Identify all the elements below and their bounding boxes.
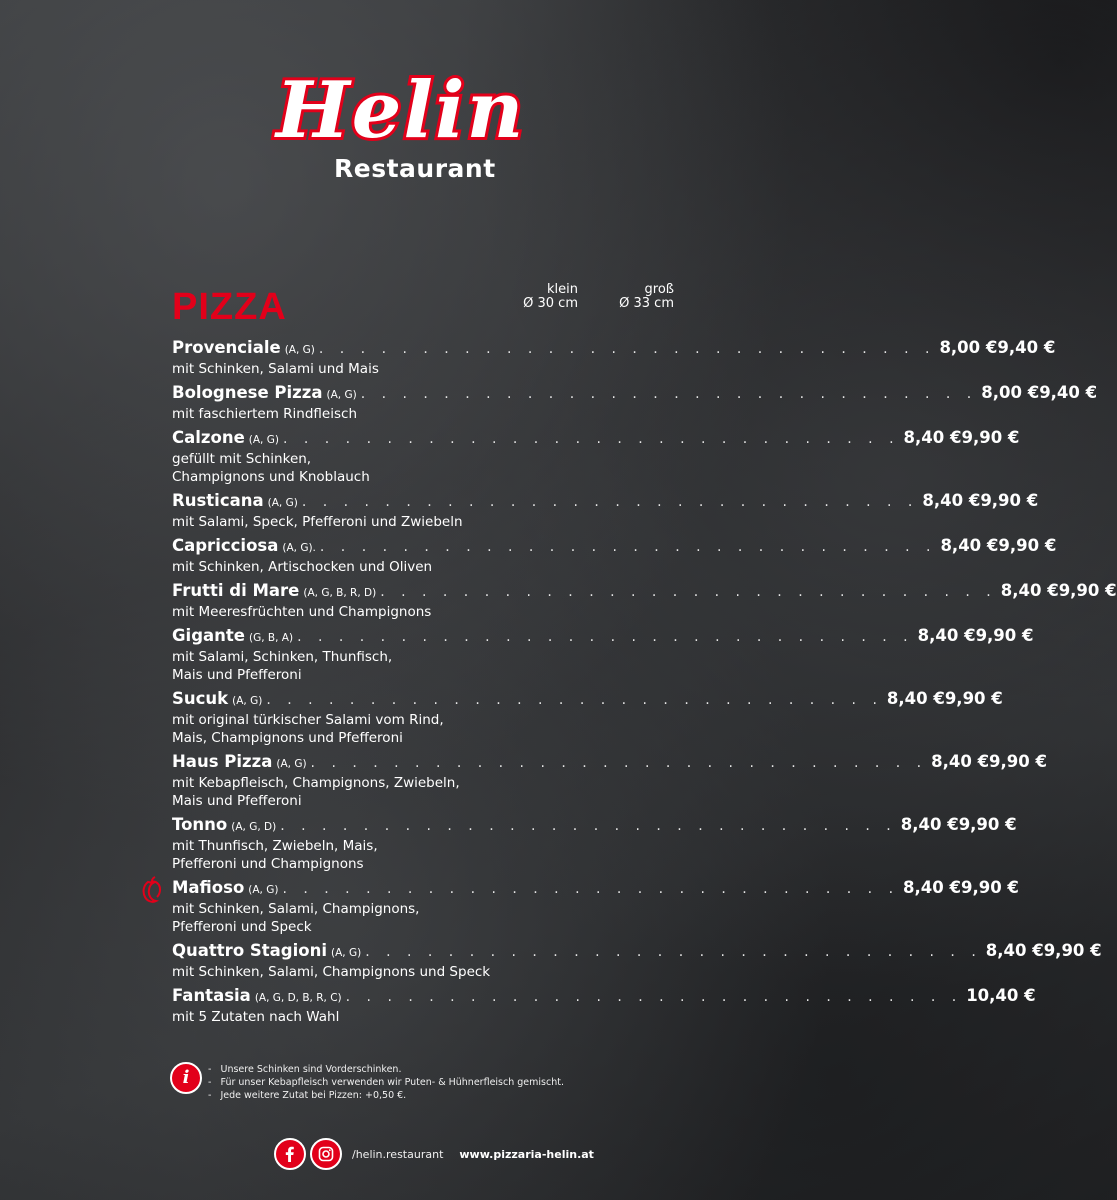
logo-script: Helin bbox=[276, 65, 526, 156]
menu-item bbox=[172, 626, 1034, 684]
menu-item bbox=[172, 941, 1102, 981]
item-allergens: (A, G) bbox=[276, 758, 307, 770]
item-header bbox=[172, 338, 1056, 360]
price-small: 8,40 € bbox=[985, 941, 1044, 960]
item-description: mit Salami, Schinken, Thunfisch, bbox=[172, 649, 393, 665]
menu-item bbox=[172, 878, 1019, 936]
menu-item bbox=[172, 815, 1017, 873]
item-header bbox=[172, 383, 1098, 405]
item-description: mit faschiertem Rindfleisch bbox=[172, 406, 357, 422]
size-large-diameter: Ø 33 cm bbox=[619, 296, 674, 311]
price-small: 8,00 € bbox=[981, 383, 1040, 402]
price-large: 9,90 € bbox=[960, 878, 1019, 897]
item-name: Quattro Stagioni bbox=[172, 941, 328, 960]
instagram-icon[interactable] bbox=[310, 1138, 342, 1170]
price-large: 9,90 € bbox=[998, 536, 1057, 555]
menu-item bbox=[172, 383, 1098, 423]
menu-item bbox=[172, 689, 1003, 747]
item-name: Mafioso bbox=[172, 878, 245, 897]
note-list bbox=[208, 1063, 564, 1102]
item-name: Bolognese Pizza bbox=[172, 383, 323, 402]
price-small: 8,40 € bbox=[931, 752, 990, 771]
size-large-label: groß bbox=[644, 282, 674, 297]
size-large-header bbox=[584, 283, 674, 311]
menu-item bbox=[172, 491, 1039, 531]
size-small-label: klein bbox=[547, 282, 578, 297]
item-description: mit Salami, Speck, Pfefferoni und Zwiebeln bbox=[172, 514, 463, 530]
menu-item bbox=[172, 536, 1057, 576]
price-large: 9,40 € bbox=[997, 338, 1056, 357]
menu-item bbox=[172, 986, 1036, 1026]
item-description: mit Schinken, Salami, Champignons, bbox=[172, 901, 420, 917]
item-name: Haus Pizza bbox=[172, 752, 273, 771]
item-description: Mais und Pfefferoni bbox=[172, 793, 302, 809]
item-description: mit Kebapfleisch, Champignons, Zwiebeln, bbox=[172, 775, 460, 791]
dot-leader: . . . . . . . . . . . . . . . . . . . . . . . . . . . . . . bbox=[365, 944, 982, 960]
price-large: 9,40 € bbox=[1039, 383, 1098, 402]
item-description: gefüllt mit Schinken, bbox=[172, 451, 312, 467]
note-item: - Unsere Schinken sind Vorderschinken. bbox=[208, 1063, 564, 1076]
item-description: Mais und Pfefferoni bbox=[172, 667, 302, 683]
dot-leader: . . . . . . . . . . . . . . . . . . . . . . . . . . . . . . bbox=[360, 386, 978, 402]
item-name: Frutti di Mare bbox=[172, 581, 300, 600]
item-description: mit Meeresfrüchten und Champignons bbox=[172, 604, 432, 620]
item-allergens: (A, G) bbox=[326, 389, 357, 401]
item-allergens: (A, G, D) bbox=[231, 821, 277, 833]
item-header bbox=[172, 815, 1017, 837]
item-allergens: (G, B, A) bbox=[248, 632, 294, 644]
price-large: 9,90 € bbox=[980, 491, 1039, 510]
price-small: 8,40 € bbox=[922, 491, 981, 510]
facebook-icon[interactable] bbox=[274, 1138, 306, 1170]
item-allergens: (A, G) bbox=[267, 497, 298, 509]
dot-leader: . . . . . . . . . . . . . . . . . . . . . . . . . . . . . . bbox=[282, 431, 900, 447]
item-description: mit 5 Zutaten nach Wahl bbox=[172, 1009, 340, 1025]
dot-leader: . . . . . . . . . . . . . . . . . . . . . . . . . . . . . . bbox=[380, 584, 997, 600]
item-allergens: (A, G, B, R, D) bbox=[303, 587, 377, 599]
size-small-header bbox=[488, 283, 578, 311]
item-header bbox=[172, 428, 1020, 450]
item-name: Calzone bbox=[172, 428, 245, 447]
price-small: 8,40 € bbox=[1000, 581, 1059, 600]
item-name: Capricciosa bbox=[172, 536, 279, 555]
item-allergens: (A, G) bbox=[232, 695, 263, 707]
item-description: Pfefferoni und Speck bbox=[172, 919, 312, 935]
menu-item bbox=[172, 338, 1056, 378]
price-large: 10,40 € bbox=[966, 986, 1036, 1005]
price-large: 9,90 € bbox=[944, 689, 1003, 708]
dot-leader: . . . . . . . . . . . . . . . . . . . . . . . . . . . . . . bbox=[345, 989, 963, 1005]
dot-leader: . . . . . . . . . . . . . . . . . . . . . . . . . . . . . . bbox=[280, 818, 897, 834]
note-item: - Für unser Kebapfleisch verwenden wir Puten- & Hühnerfleisch gemischt. bbox=[208, 1076, 564, 1089]
item-description: mit Schinken, Artischocken und Oliven bbox=[172, 559, 433, 575]
restaurant-logo bbox=[268, 65, 588, 192]
price-large: 9,90 € bbox=[961, 428, 1020, 447]
dot-leader: . . . . . . . . . . . . . . . . . . . . . . . . . . . . . . bbox=[297, 629, 914, 645]
item-name: Fantasia bbox=[172, 986, 251, 1005]
dot-leader: . . . . . . . . . . . . . . . . . . . . . . . . . . . . . . bbox=[282, 881, 900, 897]
info-icon: i bbox=[170, 1062, 202, 1094]
item-name: Provenciale bbox=[172, 338, 281, 357]
note-item: - Jede weitere Zutat bei Pizzen: +0,50 €. bbox=[208, 1089, 564, 1102]
dot-leader: . . . . . . . . . . . . . . . . . . . . . . . . . . . . . . bbox=[310, 755, 928, 771]
dot-leader: . . . . . . . . . . . . . . . . . . . . . . . . . . . . . . bbox=[301, 494, 919, 510]
item-header bbox=[172, 581, 1117, 603]
item-allergens: (A, G) bbox=[331, 947, 362, 959]
item-allergens: (A, G) bbox=[284, 344, 315, 356]
item-header bbox=[172, 941, 1102, 963]
item-description: mit Schinken, Salami, Champignons und Speck bbox=[172, 964, 491, 980]
price-large: 9,90 € bbox=[1043, 941, 1102, 960]
chili-icon bbox=[140, 876, 166, 904]
item-description: mit Schinken, Salami und Mais bbox=[172, 361, 379, 377]
item-header bbox=[172, 626, 1034, 648]
website-link[interactable]: www.pizzaria-helin.at bbox=[459, 1147, 594, 1161]
item-header bbox=[172, 986, 1036, 1008]
price-small: 8,40 € bbox=[917, 626, 976, 645]
price-small: 8,40 € bbox=[940, 536, 999, 555]
menu-items bbox=[172, 338, 1117, 1026]
item-name: Tonno bbox=[172, 815, 228, 834]
item-description: Mais, Champignons und Pfefferoni bbox=[172, 730, 403, 746]
menu-item bbox=[172, 428, 1020, 486]
item-name: Gigante bbox=[172, 626, 245, 645]
item-name: Sucuk bbox=[172, 689, 229, 708]
menu-item bbox=[172, 752, 1047, 810]
footer bbox=[274, 1138, 594, 1170]
item-allergens: (A, G) bbox=[248, 434, 279, 446]
dot-leader: . . . . . . . . . . . . . . . . . . . . . . . . . . . . . . bbox=[266, 692, 883, 708]
item-description: mit Thunfisch, Zwiebeln, Mais, bbox=[172, 838, 378, 854]
item-allergens: (A, G). bbox=[282, 542, 316, 554]
price-small: 8,40 € bbox=[903, 878, 961, 897]
item-header bbox=[172, 491, 1039, 513]
price-large: 9,90 € bbox=[958, 815, 1017, 834]
price-small: 8,00 € bbox=[939, 338, 998, 357]
price-large: 9,90 € bbox=[975, 626, 1034, 645]
price-small: 8,40 € bbox=[900, 815, 959, 834]
item-description: mit original türkischer Salami vom Rind, bbox=[172, 712, 444, 728]
section-title: PIZZA bbox=[172, 286, 287, 328]
item-header bbox=[172, 536, 1057, 558]
dot-leader: . . . . . . . . . . . . . . . . . . . . . . . . . . . . . . bbox=[319, 539, 937, 555]
item-header bbox=[172, 752, 1047, 774]
size-small-diameter: Ø 30 cm bbox=[523, 296, 578, 311]
price-large: 9,90 € bbox=[989, 752, 1047, 771]
item-description: Champignons und Knoblauch bbox=[172, 469, 370, 485]
price-large: 9,90 € bbox=[1058, 581, 1117, 600]
item-name: Rusticana bbox=[172, 491, 264, 510]
item-allergens: (A, G, D, B, R, C) bbox=[254, 992, 342, 1004]
item-header bbox=[172, 878, 1019, 900]
item-allergens: (A, G) bbox=[248, 884, 279, 896]
price-small: 8,40 € bbox=[903, 428, 962, 447]
menu-item bbox=[172, 581, 1117, 621]
item-header bbox=[172, 689, 1003, 711]
logo-subtitle: Restaurant bbox=[334, 154, 496, 183]
dot-leader: . . . . . . . . . . . . . . . . . . . . . . . . . . . . . . bbox=[318, 341, 936, 357]
item-description: Pfefferoni und Champignons bbox=[172, 856, 364, 872]
social-handle[interactable]: /helin.restaurant bbox=[352, 1147, 444, 1161]
price-small: 8,40 € bbox=[886, 689, 945, 708]
